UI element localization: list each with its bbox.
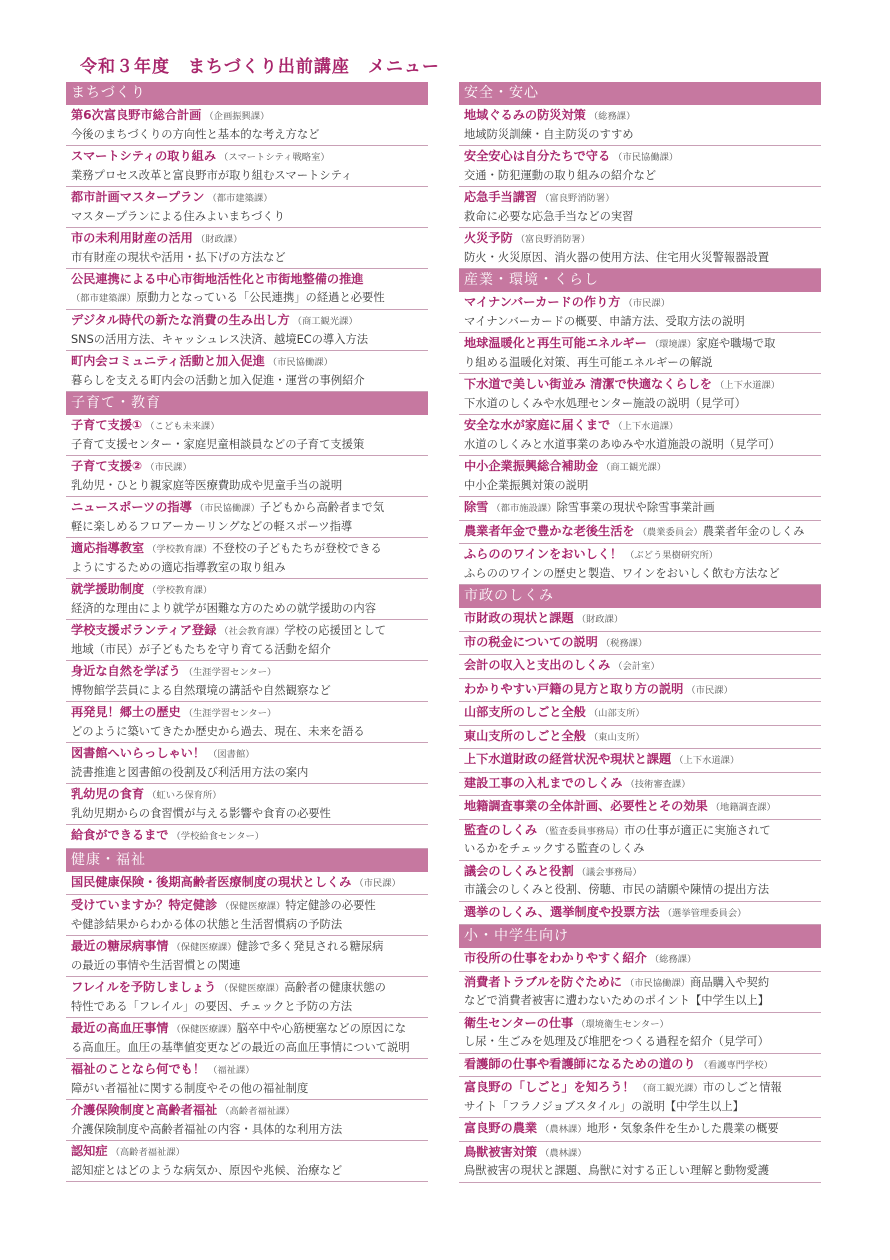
item-line <box>71 312 428 331</box>
item-dept: （上下水道課） <box>715 380 781 391</box>
item-title: 適応指導教室 <box>71 541 145 555</box>
category-header: まちづくり <box>66 82 428 105</box>
item-dept: （保健医療課） <box>171 942 237 953</box>
item-title: わかりやすい戸籍の見方と取り方の説明 <box>464 681 684 696</box>
item-dept: （市民協働課） <box>194 503 260 514</box>
item-desc: 高齢者の健康状態の <box>284 981 386 994</box>
item-title: 市の税金についての説明 <box>464 634 598 649</box>
item-line <box>71 897 428 916</box>
item-title: ニュースポーツの指導 <box>71 500 192 514</box>
menu-item <box>66 538 428 579</box>
item-title: 中小企業振興総合補助金 <box>464 459 599 473</box>
item-line <box>464 798 821 817</box>
item-line <box>464 704 821 723</box>
menu-item <box>459 796 821 820</box>
item-title: 国民健康保険・後期高齢者医療制度の現状としくみ <box>71 874 352 889</box>
item-dept: （商工観光課） <box>601 462 667 473</box>
item-dept: （保健医療課） <box>171 1024 237 1035</box>
menu-item <box>66 743 428 784</box>
item-dept: （選挙管理委員会） <box>662 907 747 919</box>
item-line <box>464 294 821 313</box>
item-line <box>464 681 821 700</box>
item-title: 給食ができるまで <box>71 828 169 842</box>
item-dept: （企画振興課） <box>204 111 270 122</box>
menu-item <box>459 948 821 972</box>
item-desc-continued: ようにするための適応指導教室の取り組み <box>71 560 286 574</box>
item-desc-continued: や健診結果からわかる体の状態と生活習慣病の予防法 <box>71 917 343 931</box>
item-title: マイナンバーカードの作り方 <box>464 295 621 309</box>
item-desc: 健診で多く発見される糖尿病 <box>236 940 384 953</box>
category-header: 安全・安心 <box>459 82 821 105</box>
item-desc: 地域防災訓練・自主防災のすすめ <box>464 127 634 141</box>
item-line <box>464 458 821 477</box>
item-line <box>464 376 821 395</box>
item-desc: 読書推進と図書館の役割及び利活用方法の案内 <box>71 765 309 779</box>
item-dept: （スマートシティ戦略室） <box>219 152 330 163</box>
item-desc: 家庭や職場で取 <box>696 337 776 350</box>
item-title: 最近の糖尿病事情 <box>71 939 169 953</box>
item-title: 再発見！郷土の歴史 <box>71 705 181 719</box>
menu-item <box>459 820 821 861</box>
item-title: 衛生センターの仕事 <box>464 1015 574 1030</box>
item-line <box>464 1120 821 1139</box>
item-dept: （商工観光課） <box>637 1083 703 1094</box>
item-line <box>464 523 821 542</box>
item-title: 市財政の現状と課題 <box>464 611 574 625</box>
item-title: 鳥獣被害対策 <box>464 1144 538 1159</box>
item-title: 地域ぐるみの防災対策 <box>464 108 586 122</box>
item-line <box>71 289 428 308</box>
menu-item <box>459 1118 821 1142</box>
item-title: 監査のしくみ <box>464 822 538 837</box>
item-dept: （看護専門学校） <box>698 1059 773 1071</box>
item-dept: （市民協働課） <box>624 977 691 989</box>
item-title: 富良野の「しごと」を知ろう！ <box>464 1080 635 1094</box>
item-dept: （上下水道課） <box>674 755 740 766</box>
menu-item <box>66 415 428 456</box>
menu-item <box>459 773 821 797</box>
category-header: 子育て・教育 <box>66 392 428 415</box>
menu-item <box>459 374 821 415</box>
item-dept: （虹いろ保育所） <box>147 790 222 801</box>
menu-item <box>66 895 428 936</box>
item-dept: （都市施設課） <box>491 503 557 514</box>
item-desc-continued: いるかをチェックする監査のしくみ <box>464 842 645 855</box>
item-desc: 認知症とはどのような病気か、原因や兆候、治療など <box>71 1163 343 1177</box>
menu-item <box>66 1100 428 1141</box>
menu-item <box>459 679 821 703</box>
item-line <box>464 148 821 167</box>
item-title: 建設工事の入札までのしくみ <box>464 775 623 790</box>
item-line <box>464 728 821 747</box>
item-desc: マイナンバーカードの概要、申請方法、受取方法の説明 <box>464 314 745 328</box>
item-desc: 経済的な理由により就学が困難な方のための就学援助の内容 <box>71 601 377 615</box>
menu-item <box>459 749 821 773</box>
item-dept: （市民協働課） <box>613 152 679 163</box>
category-header: 小・中学生向け <box>459 925 821 948</box>
item-desc: マスタープランによる住みよいまちづくり <box>71 209 285 223</box>
item-title: 就学援助制度 <box>71 582 145 596</box>
item-line <box>71 874 428 893</box>
item-line <box>464 1079 821 1098</box>
menu-item <box>459 521 821 545</box>
item-title: 市役所の仕事をわかりやすく紹介 <box>464 951 647 965</box>
menu-item <box>459 902 821 926</box>
item-desc: 地形・気象条件を生かした農業の概要 <box>586 1122 779 1135</box>
item-dept: （地籍調査課） <box>710 802 776 813</box>
item-desc: 市有財産の現状や活用・払下げの方法など <box>71 250 286 264</box>
item-desc-continued: り組める温暖化対策、再生可能エネルギーの解説 <box>464 355 713 369</box>
item-title: 議会のしくみと役割 <box>464 863 574 878</box>
menu-item <box>66 456 428 497</box>
menu-item <box>459 972 821 1013</box>
menu-item <box>459 333 821 374</box>
item-title: 安全安心は自分たちで守る <box>464 149 611 163</box>
item-title: 町内会コミュニティ活動と加入促進 <box>71 354 265 368</box>
item-desc: 鳥獣被害の現状と課題、鳥獣に対する正しい理解と動物愛護 <box>464 1164 770 1177</box>
item-dept: （税務課） <box>600 637 648 649</box>
item-dept: （学校給食センター） <box>171 831 265 842</box>
item-line <box>464 189 821 208</box>
menu-item <box>459 726 821 750</box>
item-dept: （市民課） <box>145 462 192 473</box>
item-title: 上下水道財政の経営状況や現状と課題 <box>464 752 672 766</box>
item-line <box>71 417 428 436</box>
item-line <box>464 974 821 993</box>
item-dept: （福祉課） <box>208 1065 255 1076</box>
category-header: 健康・福祉 <box>66 849 428 872</box>
item-title: 認知症 <box>71 1144 108 1158</box>
menu-item <box>66 310 428 351</box>
item-dept: （学校教育課） <box>147 544 213 555</box>
menu-item <box>459 861 821 902</box>
item-desc: 防火・火災原因、消火器の使用方法、住宅用火災警報器設置 <box>464 250 770 264</box>
menu-item <box>459 608 821 632</box>
item-desc: し尿・生ごみを処理及び堆肥をつくる過程を紹介（見学可） <box>464 1035 770 1048</box>
item-dept: （都市建築課） <box>207 193 273 204</box>
menu-item <box>459 1013 821 1054</box>
item-title: 身近な自然を学ぼう <box>71 664 181 678</box>
item-title: 受けていますか？特定健診 <box>71 898 218 912</box>
menu-item <box>66 497 428 538</box>
menu-item <box>66 784 428 825</box>
item-dept: （富良野消防署） <box>540 193 615 204</box>
item-desc: 博物館学芸員による自然環境の講話や自然観察など <box>71 683 331 697</box>
item-desc: 下水道のしくみや水処理センター施設の説明（見学可） <box>464 396 746 410</box>
item-line <box>464 950 821 969</box>
item-desc: 今後のまちづくりの方向性と基本的な考え方など <box>71 127 320 141</box>
item-line <box>464 1144 821 1163</box>
item-title: 山部支所のしごと全般 <box>464 705 586 719</box>
item-line <box>71 107 428 126</box>
item-title: 東山支所のしごと全般 <box>464 728 586 743</box>
menu-item <box>459 415 821 456</box>
item-desc: 不登校の子どもたちが登校できる <box>212 542 382 555</box>
menu-item <box>459 1077 821 1118</box>
item-desc: 学校の応援団として <box>284 624 387 637</box>
item-line <box>464 751 821 770</box>
item-title: 都市計画マスタープラン <box>71 190 205 204</box>
item-title: 下水道で美しい街並み 清潔で快適なくらしを <box>464 377 712 391</box>
item-line <box>71 1061 428 1080</box>
item-desc: 中小企業振興対策の説明 <box>464 478 589 492</box>
item-line <box>71 704 428 723</box>
item-desc: 脳卒中や心筋梗塞などの原因にな <box>236 1022 407 1035</box>
item-dept: （山部支所） <box>588 708 645 719</box>
item-line <box>464 863 821 882</box>
item-title: 公民連携による中心市街地活性化と市街地整備の推進 <box>71 272 364 286</box>
item-desc: 市議会のしくみと役割、傍聴、市民の請願や陳情の提出方法 <box>464 883 770 896</box>
item-desc: 救命に必要な応急手当などの実習 <box>464 209 634 223</box>
item-dept: （監査委員事務局） <box>540 825 624 837</box>
item-title: 安全な水が家庭に届くまで <box>464 418 611 432</box>
item-dept: （財政課） <box>576 614 624 625</box>
item-desc: 農業者年金のしくみ <box>702 524 805 538</box>
item-title: 図書館へいらっしゃい！ <box>71 746 206 760</box>
right-column <box>459 82 821 1183</box>
item-title: 除雪 <box>464 500 489 514</box>
menu-item <box>66 1059 428 1100</box>
item-dept: （会計室） <box>613 661 660 672</box>
item-title: フレイルを予防しましょう <box>71 980 217 994</box>
menu-item <box>459 292 821 333</box>
item-title: 火災予防 <box>464 231 513 245</box>
item-line <box>71 353 428 372</box>
item-title: 第6次富良野市総合計画 <box>71 108 202 122</box>
menu-item <box>66 579 428 620</box>
item-line <box>464 657 821 676</box>
item-line <box>71 540 428 559</box>
item-line <box>464 610 821 629</box>
menu-item <box>66 620 428 661</box>
item-desc-continued: 特性である「フレイル」の要因、チェックと予防の方法 <box>71 999 353 1013</box>
item-dept: （市民課） <box>686 684 733 696</box>
category-header: 市政のしくみ <box>459 585 821 608</box>
item-desc: 業務プロセス改革と富良野市が取り組むスマートシティ <box>71 168 353 182</box>
menu-item <box>459 146 821 187</box>
item-desc-continued: の最近の事情や生活習慣との関連 <box>71 958 241 972</box>
item-line <box>464 775 821 794</box>
menu-item <box>66 228 428 269</box>
item-dept: （財政課） <box>195 234 243 245</box>
item-dept: （こども未来課） <box>145 421 220 432</box>
item-dept: （市民協働課） <box>267 357 333 368</box>
item-line <box>464 230 821 249</box>
item-desc: 水道のしくみと水道事業のあゆみや水道施設の説明（見学可） <box>464 437 781 451</box>
item-dept: （上下水道課） <box>613 421 679 432</box>
category-header: 産業・環境・くらし <box>459 269 821 292</box>
menu-item <box>66 146 428 187</box>
item-desc: 商品購入や契約 <box>690 975 770 989</box>
menu-item <box>66 872 428 896</box>
item-desc-continued: などで消費者被害に遭わないためのポイント【中学生以上】 <box>464 994 770 1007</box>
menu-item <box>459 456 821 497</box>
menu-item <box>66 936 428 977</box>
item-desc: 市のしごと情報 <box>702 1081 782 1094</box>
menu-item <box>66 187 428 228</box>
item-line <box>71 189 428 208</box>
menu-item <box>66 269 428 310</box>
item-dept: （農林課） <box>540 1147 587 1159</box>
menu-item <box>459 105 821 146</box>
left-column <box>66 82 428 1182</box>
item-desc: 原動力となっている「公民連携」の経過と必要性 <box>136 290 385 304</box>
item-desc: 乳幼児期からの食習慣が与える影響や食育の必要性 <box>71 806 331 820</box>
item-title: 地籍調査事業の全体計画、必要性とその効果 <box>464 799 708 813</box>
item-line <box>71 458 428 477</box>
item-title: 福祉のことなら何でも！ <box>71 1062 206 1076</box>
page-title: 令和３年度 まちづくり出前講座 メニュー <box>80 57 440 77</box>
item-line <box>464 634 821 653</box>
menu-item <box>459 228 821 269</box>
item-line <box>71 581 428 600</box>
item-dept: （農業委員会） <box>637 526 703 538</box>
item-line <box>71 745 428 764</box>
item-line <box>464 499 821 518</box>
menu-item <box>66 105 428 146</box>
item-dept: （商工観光課） <box>292 316 358 327</box>
item-title: 応急手当講習 <box>464 190 538 204</box>
item-dept: （環境衛生センター） <box>576 1018 669 1030</box>
item-dept: （農林課） <box>540 1124 587 1135</box>
item-desc-continued: る高血圧。血圧の基準値変更などの最近の高血圧事情について説明 <box>71 1040 410 1054</box>
item-line <box>464 335 821 354</box>
item-line <box>71 148 428 167</box>
item-title: 最近の高血圧事情 <box>71 1021 169 1035</box>
item-title: 看護師の仕事や看護師になるための道のり <box>464 1056 696 1071</box>
item-dept: （議会事務局） <box>576 866 642 878</box>
item-title: 市の未利用財産の活用 <box>71 231 193 245</box>
menu-item <box>66 351 428 392</box>
item-line <box>71 1143 428 1162</box>
item-dept: （高齢者福祉課） <box>110 1147 185 1158</box>
item-line <box>71 1102 428 1121</box>
item-desc: 子どもから高齢者まで気 <box>259 501 385 514</box>
item-dept: （保健医療課） <box>219 983 285 994</box>
item-desc: 障がい者福祉に関する制度やその他の福祉制度 <box>71 1081 309 1095</box>
menu-item <box>459 187 821 228</box>
item-dept: （生涯学習センター） <box>183 667 277 678</box>
menu-item <box>66 702 428 743</box>
item-dept: （都市建築課） <box>71 292 137 304</box>
item-desc: 除雪事業の現状や除雪事業計画 <box>556 501 715 514</box>
item-dept: （富良野消防署） <box>515 234 591 245</box>
item-line <box>71 230 428 249</box>
item-line <box>71 499 428 518</box>
item-line <box>464 107 821 126</box>
item-line <box>464 546 821 565</box>
item-dept: （ぶどう果樹研究所） <box>625 550 719 561</box>
item-dept: （総務課） <box>649 954 697 965</box>
item-title: デジタル時代の新たな消費の生み出し方 <box>71 313 290 327</box>
item-title: 富良野の農業 <box>464 1121 538 1135</box>
item-title: スマートシティの取り組み <box>71 149 217 163</box>
item-line <box>71 622 428 641</box>
menu-item <box>459 655 821 679</box>
item-title: 乳幼児の食育 <box>71 787 145 801</box>
item-line <box>464 904 821 923</box>
item-line <box>71 938 428 957</box>
item-desc: どのように築いてきたか歴史から過去、現在、未来を語る <box>71 724 365 738</box>
item-title: 会計の収入と支出のしくみ <box>464 658 611 672</box>
menu-item <box>66 825 428 849</box>
item-title: 子育て支援② <box>71 459 143 473</box>
menu-item <box>66 977 428 1018</box>
item-dept: （総務課） <box>588 111 636 122</box>
item-line <box>71 1020 428 1039</box>
item-line <box>71 786 428 805</box>
menu-item <box>459 497 821 521</box>
item-dept: （社会教育課） <box>219 626 285 637</box>
item-title: 消費者トラブルを防ぐために <box>464 974 622 989</box>
item-dept: （環境課） <box>649 339 697 350</box>
item-line <box>464 417 821 436</box>
item-line <box>71 827 428 846</box>
item-desc: 特定健診の必要性 <box>285 899 376 912</box>
item-line <box>464 1015 821 1034</box>
item-desc: 市の仕事が適正に実施されて <box>623 823 771 837</box>
item-desc: 介護保険制度や高齢者福祉の内容・具体的な利用方法 <box>71 1122 343 1136</box>
item-line <box>71 663 428 682</box>
item-dept: （東山支所） <box>588 731 645 743</box>
item-desc: 乳幼児・ひとり親家庭等医療費助成や児童手当の説明 <box>71 478 343 492</box>
item-title: 選挙のしくみ、選挙制度や投票方法 <box>464 904 660 919</box>
menu-item <box>459 1054 821 1078</box>
item-dept: （学校教育課） <box>147 585 213 596</box>
menu-item <box>459 544 821 585</box>
menu-item <box>66 661 428 702</box>
item-desc-continued: 軽に楽しめるフロアーカーリングなどの軽スポーツ指導 <box>71 519 353 533</box>
item-line <box>464 822 821 841</box>
item-title: ふらののワインをおいしく！ <box>464 547 623 561</box>
item-dept: （図書館） <box>208 749 255 760</box>
item-title: 農業者年金で豊かな老後生活を <box>464 523 635 538</box>
item-dept: （市民課） <box>623 298 670 309</box>
item-line <box>71 979 428 998</box>
menu-item <box>66 1018 428 1059</box>
item-title: 子育て支援① <box>71 418 143 432</box>
item-desc: SNSの活用方法、キャッシュレス決済、越境ECの導入方法 <box>71 332 369 346</box>
item-desc: 暮らしを支える町内会の活動と加入促進・運営の事例紹介 <box>71 373 365 387</box>
item-desc-continued: 地域（市民）が子どもたちを守り育てる活動を紹介 <box>71 642 331 656</box>
item-dept: （高齢者福祉課） <box>220 1106 295 1117</box>
menu-item <box>459 632 821 656</box>
item-desc-continued: サイト「フラノジョブスタイル」の説明【中学生以上】 <box>464 1099 744 1113</box>
menu-item <box>459 702 821 726</box>
item-title: 学校支援ボランティア登録 <box>71 623 217 637</box>
item-dept: （技術審査課） <box>625 778 691 790</box>
item-desc: 交通・防犯運動の取り組みの紹介など <box>464 168 657 182</box>
item-dept: （市民課） <box>354 877 401 889</box>
item-dept: （生涯学習センター） <box>183 708 277 719</box>
item-desc: ふらののワインの歴史と製造、ワインをおいしく飲む方法など <box>464 566 780 580</box>
item-line <box>464 1056 821 1075</box>
item-title: 介護保険制度と高齢者福祉 <box>71 1103 218 1117</box>
menu-item <box>459 1142 821 1183</box>
menu-item <box>66 1141 428 1182</box>
item-line <box>71 271 428 289</box>
item-dept: （保健医療課） <box>220 901 286 912</box>
item-title: 地球温暖化と再生可能エネルギー <box>464 336 647 350</box>
item-desc: 子育て支援センター・家庭児童相談員などの子育て支援策 <box>71 437 365 451</box>
